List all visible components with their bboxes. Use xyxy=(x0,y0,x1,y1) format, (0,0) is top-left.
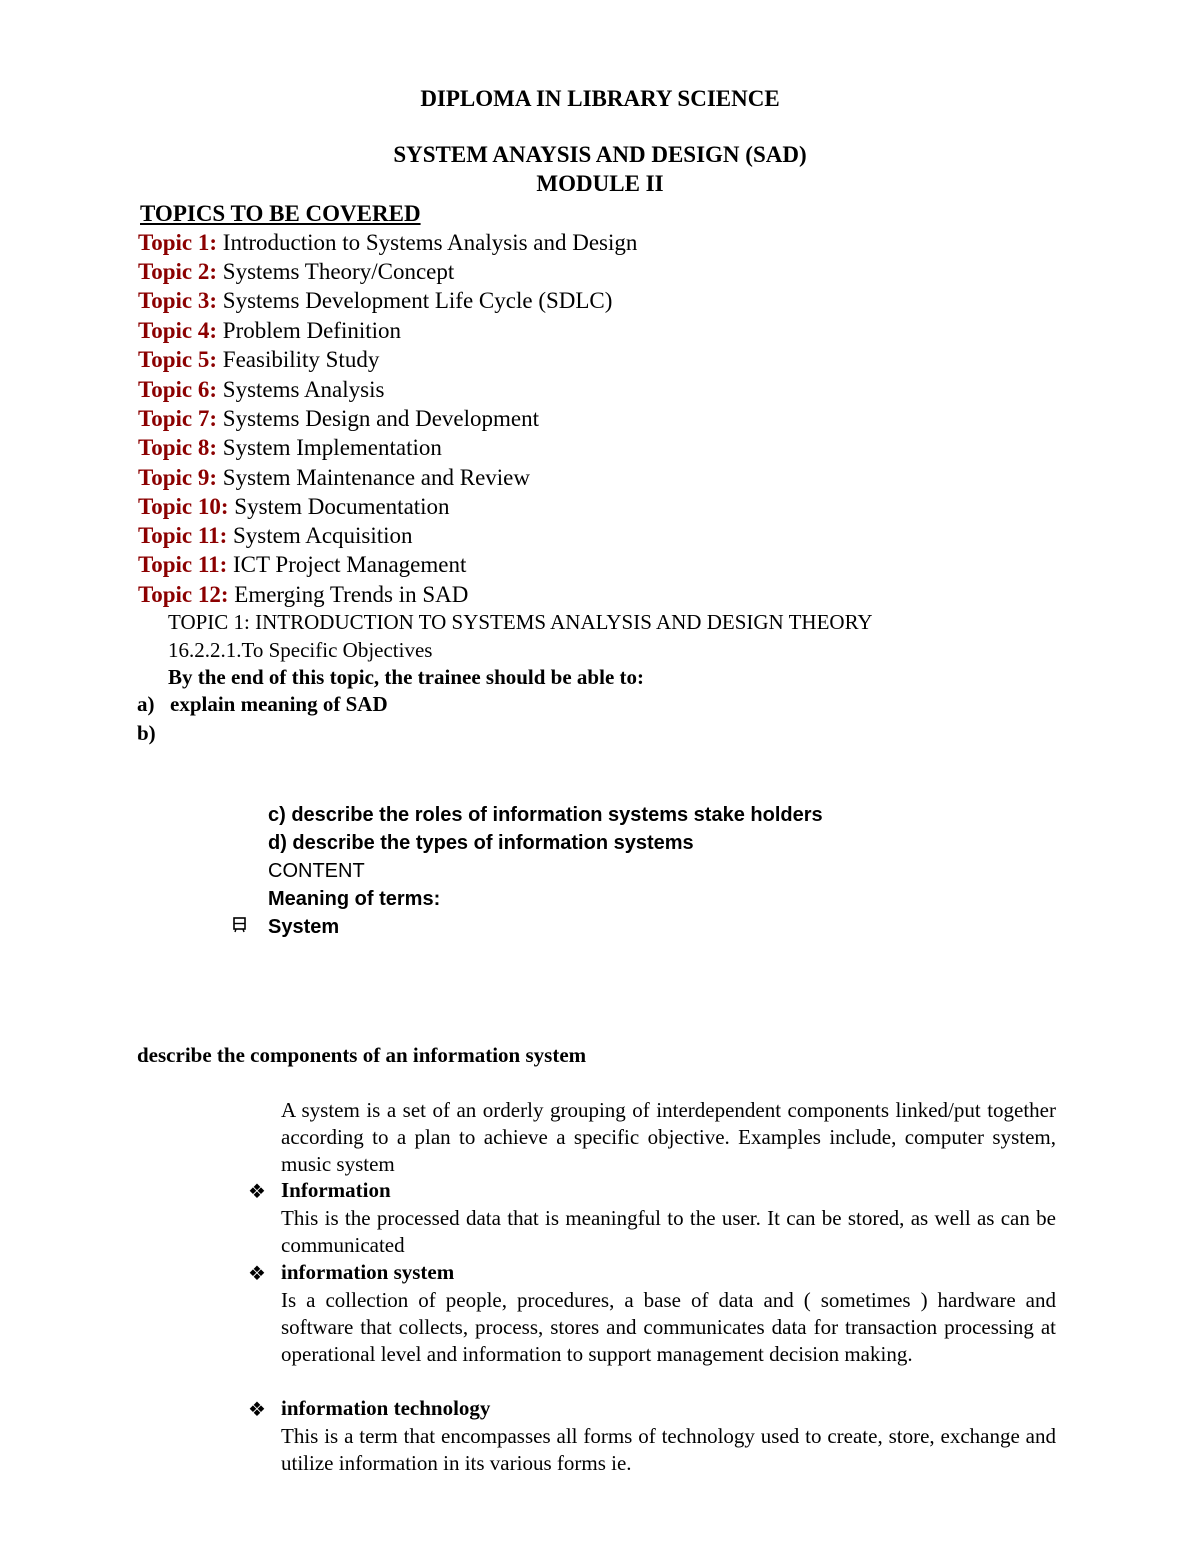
topic-text: Problem Definition xyxy=(222,318,402,343)
topic-text: Systems Analysis xyxy=(222,377,385,402)
topic-item xyxy=(138,288,612,314)
objective-a-marker: a) xyxy=(137,692,155,716)
topic-item xyxy=(138,259,454,285)
objectives-intro: By the end of this topic, the trainee should be able to: xyxy=(168,665,645,689)
term-information-system: information system xyxy=(281,1260,455,1284)
topic-text: Systems Theory/Concept xyxy=(222,259,455,284)
topic-text: System Acquisition xyxy=(233,523,413,548)
topic-text: ICT Project Management xyxy=(233,552,467,577)
topic-label: Topic 9: xyxy=(138,465,218,490)
objective-a: explain meaning of SAD xyxy=(170,692,388,716)
topic-label: Topic 7: xyxy=(138,406,218,431)
document-title: DIPLOMA IN LIBRARY SCIENCE xyxy=(420,86,780,111)
objectives-code: 16.2.2.1.To Specific Objectives xyxy=(168,638,433,662)
topic-item xyxy=(138,435,442,461)
objective-c: c) describe the roles of information systems stake holders xyxy=(268,804,823,826)
bullet-box-icon xyxy=(232,916,248,934)
system-term: System xyxy=(268,916,340,938)
topic-text: Emerging Trends in SAD xyxy=(234,582,469,607)
term-information: Information xyxy=(281,1178,391,1202)
objective-d: d) describe the types of information systems xyxy=(268,832,694,854)
topic-text: Introduction to Systems Analysis and Design xyxy=(222,230,638,255)
topic1-heading: TOPIC 1: INTRODUCTION TO SYSTEMS ANALYSIS AND DESIGN THEORY xyxy=(168,610,873,634)
components-objective: describe the components of an information system xyxy=(137,1043,587,1067)
topic-label: Topic 10: xyxy=(138,494,229,519)
topic-item xyxy=(138,523,413,549)
topic-item xyxy=(138,230,637,256)
diamond-bullet-icon: ❖ xyxy=(248,1179,266,1203)
topic-text: System Documentation xyxy=(234,494,450,519)
topic-label: Topic 2: xyxy=(138,259,218,284)
topic-item xyxy=(138,494,450,520)
topic-text: System Maintenance and Review xyxy=(222,465,531,490)
topic-label: Topic 4: xyxy=(138,318,218,343)
meaning-of-terms: Meaning of terms: xyxy=(268,888,441,910)
topic-item xyxy=(138,377,384,403)
topic-item xyxy=(138,465,530,491)
topic-item xyxy=(138,318,401,344)
topic-text: Systems Design and Development xyxy=(222,406,539,431)
definition-information: This is the processed data that is meaningful to the user. It can be stored, as well as can be communicated xyxy=(281,1206,1056,1257)
topic-label: Topic 5: xyxy=(138,347,218,372)
system-definition: A system is a set of an orderly grouping of interdependent components linked/put together according to a plan to achieve a specific objective. Examples include, computer system, music system xyxy=(281,1098,1056,1176)
diamond-bullet-icon: ❖ xyxy=(248,1397,266,1421)
definition-information-technology: This is a term that encompasses all forms of technology used to create, store, exchange and utilize information in its various forms ie. xyxy=(281,1424,1056,1475)
topic-label: Topic 11: xyxy=(138,552,228,577)
definition-information-system: Is a collection of people, procedures, a base of data and ( sometimes ) hardware and software that collects, process, stores and communicates data for transaction processing at operational level and information to support management decision making. xyxy=(281,1288,1056,1366)
topic-item xyxy=(138,552,466,578)
topic-label: Topic 3: xyxy=(138,288,218,313)
topic-label: Topic 6: xyxy=(138,377,218,402)
diamond-bullet-icon: ❖ xyxy=(248,1261,266,1285)
topic-label: Topic 1: xyxy=(138,230,218,255)
topic-label: Topic 12: xyxy=(138,582,229,607)
course-title: SYSTEM ANAYSIS AND DESIGN (SAD) xyxy=(393,142,807,167)
content-label: CONTENT xyxy=(268,860,365,882)
topics-heading: TOPICS TO BE COVERED xyxy=(140,201,421,226)
topic-text: System Implementation xyxy=(222,435,442,460)
topic-label: Topic 11: xyxy=(138,523,228,548)
topic-text: Systems Development Life Cycle (SDLC) xyxy=(222,288,613,313)
objective-b-marker: b) xyxy=(137,721,156,745)
term-information-technology: information technology xyxy=(281,1396,491,1420)
topic-item xyxy=(138,582,468,608)
module-title: MODULE II xyxy=(536,171,664,196)
topic-text: Feasibility Study xyxy=(222,347,380,372)
topic-item xyxy=(138,406,539,432)
topic-item xyxy=(138,347,379,373)
topic-label: Topic 8: xyxy=(138,435,218,460)
